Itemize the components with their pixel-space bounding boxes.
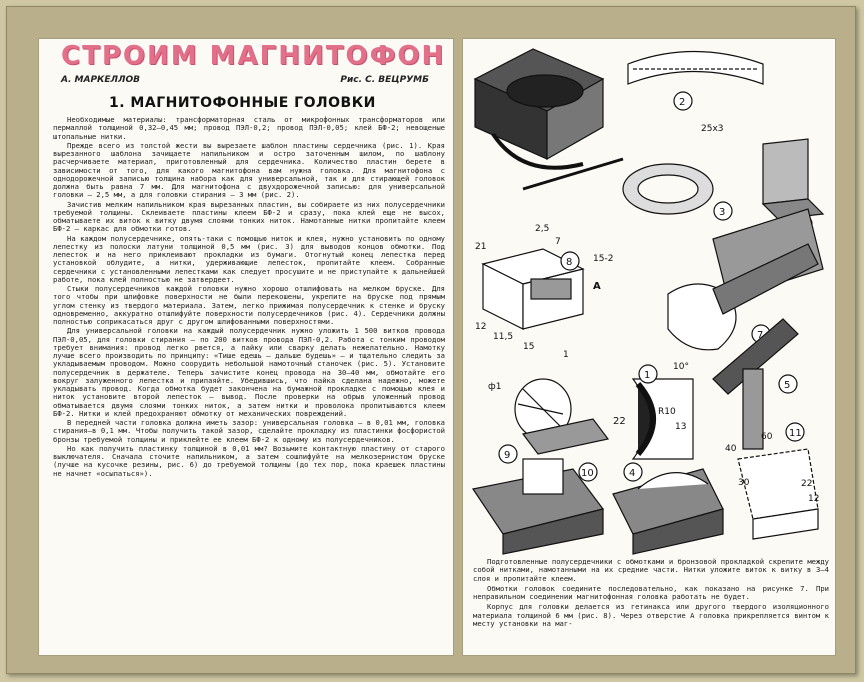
fig-10-grinding xyxy=(473,459,603,554)
dimension-label: А xyxy=(593,281,601,292)
article-title: СТРОИМ МАГНИТОФОН xyxy=(61,41,446,71)
fig-number: 1 xyxy=(644,370,651,381)
dimension-label: 12 xyxy=(808,494,820,504)
fig-number: 5 xyxy=(784,380,791,391)
paragraph: Необходимые материалы: трансформаторная сталь от микрофонных трансформаторов или пермаллой толщиной 0,32—0,45 мм; провод ПЭЛ-0,2; провод ПЭЛ-0,05; клей БФ-2; невощеные штопальные нитки. xyxy=(53,115,445,141)
page-frame xyxy=(6,6,856,674)
dimension-label: 2,5 xyxy=(535,224,550,234)
paragraph: Но как получить пластинку толщиной в 0,01 мм? Возьмите контактную пластину от старого выключателя. Сначала сточите напильником, а затем сошлифуйте на мелкозернистом бруске (лучше на кусочке резины, рис. 6) до требуемой толщины (до тех пор, пока краешек пластины не начнет «осыпаться»). xyxy=(53,443,445,478)
dimension-label: 60 xyxy=(761,432,773,442)
fig-4-grinding xyxy=(613,463,723,554)
dimension-label: 11,5 xyxy=(493,332,514,342)
technical-illustrations xyxy=(463,39,835,559)
caption-paragraph: Подготовленные полусердечники с обмотками и бронзовой прокладкой скрепите между собой нитками, намотанными на их средние части. Нитки уложите виток к витку в 3—4 слоя и пропитайте клеем. xyxy=(473,557,829,583)
fig-9-disc xyxy=(488,379,608,463)
author-byline: А. МАРКЕЛЛОВ xyxy=(61,75,141,85)
dimension-label: 22 xyxy=(613,416,626,427)
paragraph: На каждом полусердечнике, опять-таки с помощью ниток и клея, нужно установить по одному лепестку из полоски латуни толщиной 0,5 мм (рис. 3) для выводов концов обмотки. Под лепесток и на него приклеивают прокладки из бумаги. Отогнутый конец лепестка перед установкой облудите, а нитки, удерживающие лепесток, пропитайте клеем. Собранные сердечники с установленными лепестками как следует просушите и не приступайте к дальнейшей работе, пока клей полностью не затвердеет. xyxy=(53,233,445,284)
fig-number: 4 xyxy=(629,468,636,479)
paragraph: Стыки полусердечников каждой головки нужно хорошо отшлифовать на мелком бруске. Для того чтобы при шлифовке поверхности не были перекошены, укрепите на бруске под прямым углом стенку из твердого материала. Затем, легко прижимая полусердечник к стенке и бруску одновременно, аккуратно отшлифуйте поверхности полусердечников (рис. 4). Сердечники должны полностью соприкасаться друг с другом шлифованными поверхностями. xyxy=(53,284,445,326)
fig-number: 3 xyxy=(719,207,726,218)
dimension-label: 1 xyxy=(563,350,569,360)
fig-2-strip xyxy=(628,52,763,135)
dimension-label: R10 xyxy=(658,407,676,417)
fig-3-ring xyxy=(623,164,732,220)
dimension-label: 25х3 xyxy=(701,124,724,134)
paragraph: Прежде всего из толстой жести вы вырезаете шаблон пластины сердечника (рис. 1). Края вырезанного шаблона зачищаете напильником и остро заточенным шилом, по шаблону расчерчиваете материал, приготовленный для сердечника. Количество пластин берете в зависимости от того, для какого магнитофона вам нужна головка. Для магнитофона с однодорожечной записью толщина набора как для универсальной, так и для стирающей головок должна быть равна 7 мм. Для магнитофона с двухдорожечной записью: для универсальной головки — 2,5 мм, а для головки стирания — 3 мм (рис. 2). xyxy=(53,140,445,200)
dimension-label: 7 xyxy=(555,237,561,247)
caption-paragraph: Обмотки головок соедините последовательно, как показано на рисунке 7. При неправильном соединении магнитофонная головка работать не будет. xyxy=(473,583,829,601)
fig-11-housing xyxy=(725,423,819,539)
dimension-label: 13 xyxy=(675,422,687,432)
left-page xyxy=(39,39,453,655)
fig-number: 8 xyxy=(566,257,573,268)
fig-core-block xyxy=(475,49,623,189)
dimension-label: ф1 xyxy=(488,382,502,392)
fig-number: 2 xyxy=(679,97,686,108)
fig-number: 11 xyxy=(789,428,802,439)
dimension-label: 21 xyxy=(475,242,487,252)
section-title: 1. МАГНИТОФОННЫЕ ГОЛОВКИ xyxy=(109,95,376,111)
right-page xyxy=(463,39,835,655)
fig-8-housing xyxy=(475,224,613,360)
paragraph: Для универсальной головки на каждый полусердечник нужно уложить 1 500 витков провода ПЭЛ-0,05, для головки стирания — по 200 витков провода ПЭЛ-0,2. Работа с тонким проводом требует внимания: провод легко рвется, а пайку или сварку делать нежелательно. Намотку лучше всего производить по принципу: «Тише едешь — дальше будешь» — и тщательно следить за укладываемым проводом. Можно соорудить небольшой намоточный станочек (рис. 5). Установите полусердечник в держателе. Теперь зачистите конец провода на 30—40 мм, обмотайте его вокруг залуженного лепестка и припаяйте. Убедившись, что пайка сделана надежно, можете укладывать провод. Когда обмотка будет закончена на бумажной прокладке с помощью клея и ниток установите второй лепесток — вывод. После проверки на обрыв уложенный провод обматывается двумя слоями тонких ниток, а затем нитки и проволока пропитываются клеем БФ-2. Нитки и клей предохраняют обмотку от механических повреждений. xyxy=(53,326,445,418)
fig-number: 9 xyxy=(504,450,511,461)
fig-number: 10 xyxy=(581,468,594,479)
fig-number: 7 xyxy=(757,330,764,341)
figure-caption xyxy=(473,558,829,630)
dimension-label: 22 xyxy=(801,479,813,489)
dimension-label: 15-2 xyxy=(593,254,614,264)
caption-paragraph: Корпус для головки делается из гетинакса или другого твердого изоляционного материала толщиной 6 мм (рис. 8). Через отверстие А головка прикрепляется винтом к месту установки на маг- xyxy=(473,602,829,628)
dimension-label: 40 xyxy=(725,444,737,454)
paragraph: Зачистив мелким напильником края вырезанных пластин, вы собираете из них полусердечники требуемой толщины. Склеиваете пластины клеем БФ-2 и сразу, пока клей еще не высох, обматываете их виток к витку двумя слоями тонких ниток. Намотанные нитки пропитайте клеем БФ-2 — каркас для обмотки готов. xyxy=(53,199,445,234)
dimension-label: 15 xyxy=(523,342,535,352)
paragraph: В передней части головка должна иметь зазор: универсальная головка — в 0,01 мм, головка стирания—в 0,1 мм. Чтобы получить такой зазор, сделайте прокладку из пластинки фосфористой бронзы требуемой толщины и приклейте ее клеем БФ-2 к одному из полусердечников. xyxy=(53,418,445,444)
dimension-label: 12 xyxy=(475,322,487,332)
illustrator-byline: Рис. С. ВЕЦРУМБ xyxy=(340,75,429,85)
article-body xyxy=(53,116,445,479)
dimension-label: 10° xyxy=(673,362,689,372)
fig-1-plate xyxy=(613,362,693,459)
dimension-label: 30 xyxy=(738,478,750,488)
